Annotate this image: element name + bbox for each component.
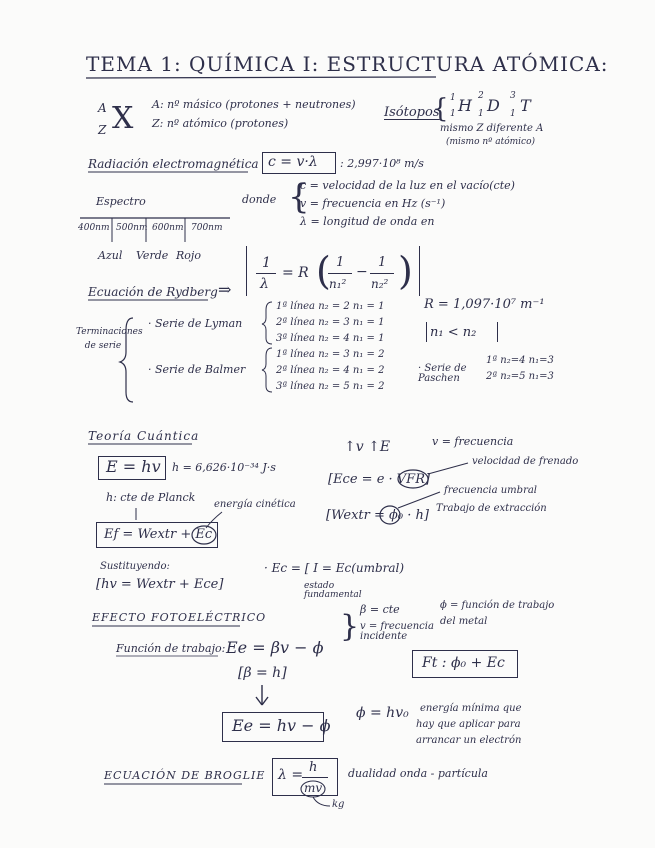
rydberg-lhs-bar <box>256 273 276 274</box>
rydberg-arrow: ⇒ <box>218 280 232 299</box>
broglie-bar <box>302 777 328 778</box>
lyman-line-2: 2ª línea n₂ = 3 n₁ = 1 <box>276 317 385 328</box>
def-v: v = frecuencia en Hz (s⁻¹) <box>300 197 446 210</box>
broglie-desc: dualidad onda - partícula <box>348 767 488 780</box>
lyman-line-3: 3ª línea n₂ = 4 n₁ = 1 <box>276 333 385 344</box>
espectro-tick-400: 400nm <box>78 223 110 233</box>
notation-a-desc: A: nº másico (protones + neutrones) <box>152 98 356 111</box>
rydberg-eq: = R <box>282 265 309 281</box>
phi-hv-desc-1: energía mínima que <box>420 703 522 714</box>
espectro-label: Espectro <box>96 195 146 208</box>
rydberg-r-value: R = 1,097·10⁷ m⁻¹ <box>424 297 545 312</box>
rydberg-f2-num: 1 <box>378 255 387 270</box>
serie-balmer: · Serie de Balmer <box>148 363 246 376</box>
rydberg-label: Ecuación de Rydberg <box>88 285 218 299</box>
rydberg-minus: − <box>356 264 368 280</box>
rydberg-f1-bar <box>328 273 352 274</box>
isotopo-d-z: 1 <box>478 109 484 119</box>
isotopo-t-mass: 3 <box>510 91 516 101</box>
energia-cinetica: energía cinética <box>214 499 296 510</box>
isotopo-d-mass: 2 <box>478 91 484 101</box>
radiacion-label: Radiación electromagnética <box>88 157 259 171</box>
estado-fundamental: estado fundamental <box>304 581 362 600</box>
paschen-line-1: 1ª n₂=4 n₁=3 <box>486 355 554 366</box>
hv-eq: [hv = Wextr + Ece] <box>96 577 224 592</box>
broglie-kg: kg <box>332 799 345 810</box>
rydberg-f1-den: n₁² <box>329 277 347 291</box>
notation-x: X <box>112 101 134 136</box>
isotopo-t-z: 1 <box>510 109 516 119</box>
cuantica-label: Teoría Cuántica <box>88 429 200 443</box>
series-label: Terminaciones de serie <box>76 327 143 351</box>
isotopos-brace: { <box>432 94 449 124</box>
rydberg-paren-close: ) <box>398 249 413 293</box>
donde-brace: { <box>288 177 310 217</box>
notation-z-desc: Z: nº atómico (protones) <box>152 117 289 130</box>
rydberg-paren-open: ( <box>316 249 331 293</box>
paschen-line-2: 2ª n₂=5 n₁=3 <box>486 371 554 382</box>
donde-label: donde <box>242 193 277 206</box>
phi-hv-desc-3: arrancar un electrón <box>416 735 522 746</box>
def-c: c = velocidad de la luz en el vacío(cte) <box>300 179 515 192</box>
v-freq: v = frecuencia <box>432 435 514 448</box>
serie-paschen: · Serie de Paschen <box>418 363 467 384</box>
isotopos-note-2: (mismo nº atómico) <box>446 137 536 147</box>
isotopo-h-z: 1 <box>450 109 456 119</box>
def-lambda: λ = longitud de onda en <box>300 215 435 228</box>
espectro-rojo: Rojo <box>176 249 201 262</box>
beta-cte: β = cte <box>360 603 400 616</box>
espectro-tick-700: 700nm <box>191 223 223 233</box>
fotoelectrico-brace: } <box>340 609 360 644</box>
espectro-tick-600: 600nm <box>152 223 184 233</box>
rydberg-condition-box <box>426 322 498 342</box>
ece-formula: [Ece = e · VFR] <box>328 472 431 487</box>
espectro-azul: Azul <box>98 249 123 262</box>
isotopo-h: H <box>458 96 472 115</box>
rydberg-f2-den: n₂² <box>371 277 389 291</box>
rydberg-lhs-num: 1 <box>262 255 271 271</box>
balmer-line-1: 1ª línea n₂ = 3 n₁ = 2 <box>276 349 385 360</box>
v-incidente: v = frecuencia incidente <box>360 621 434 642</box>
fotoelectrico-label: EFECTO FOTOELÉCTRICO <box>92 611 267 624</box>
balmer-line-2: 2ª línea n₂ = 4 n₁ = 2 <box>276 365 385 376</box>
notation-a: A <box>98 101 107 115</box>
broglie-den: mv <box>304 781 323 795</box>
fotoelectrico-eq1: Ee = βv − ϕ <box>226 638 324 657</box>
rydberg-condition: n₁ < n₂ <box>430 325 477 340</box>
isotopo-t: T <box>520 96 531 115</box>
isotopos-label: Isótopos <box>384 105 440 120</box>
balmer-line-3: 3ª línea n₂ = 5 n₁ = 2 <box>276 381 385 392</box>
fotoelectrico-eq2: Ee = hv − ϕ <box>232 716 331 735</box>
phi-hv: ϕ = hv₀ <box>356 705 409 721</box>
espectro-verde: Verde <box>136 249 169 262</box>
notation-z: Z <box>98 123 107 137</box>
espectro-tick-500: 500nm <box>116 223 148 233</box>
ef-formula: Ef = Wextr + Ec <box>104 527 213 542</box>
radiacion-formula: c = v·λ <box>268 154 318 170</box>
rydberg-lhs-den: λ <box>260 276 269 292</box>
v-frenado: velocidad de frenado <box>472 456 579 467</box>
isotopo-d: D <box>487 96 500 115</box>
h-value: h = 6,626·10⁻³⁴ J·s <box>172 461 276 474</box>
rydberg-f2-bar <box>370 273 394 274</box>
beta-h: [β = h] <box>238 665 287 681</box>
h-desc: h: cte de Planck <box>106 491 196 504</box>
broglie-num: h <box>309 760 318 775</box>
ec-umbral: · Ec = [ I = Ec(umbral) <box>264 561 405 575</box>
wextr-formula: [Wextr = ϕ₀ · h] <box>326 508 429 523</box>
rydberg-f1-num: 1 <box>336 255 345 270</box>
isotopo-h-mass: 1 <box>450 93 456 103</box>
broglie-label: ECUACIÓN DE BROGLIE <box>104 769 266 782</box>
phi-desc: ϕ = función de trabajo del metal <box>440 600 555 627</box>
ft-formula: Ft : ϕ₀ + Ec <box>422 655 505 671</box>
funcion-trabajo: Función de trabajo: <box>116 642 226 655</box>
lyman-line-1: 1ª línea n₂ = 2 n₁ = 1 <box>276 301 385 312</box>
trabajo-extraccion: Trabajo de extracción <box>436 503 547 514</box>
radiacion-value: : 2,997·10⁸ m/s <box>340 157 424 170</box>
e-hv: E = hv <box>106 457 161 476</box>
page-title: TEMA 1: QUÍMICA I: ESTRUCTURA ATÓMICA: <box>86 52 609 76</box>
cuantica-arrows: ↑v ↑E <box>344 439 391 455</box>
sustituyendo: Sustituyendo: <box>100 561 170 572</box>
serie-lyman: · Serie de Lyman <box>148 317 243 330</box>
phi-hv-desc-2: hay que aplicar para <box>416 719 521 730</box>
isotopos-note: mismo Z diferente A <box>440 123 544 134</box>
broglie-lambda: λ = <box>278 767 304 783</box>
f-umbral: frecuencia umbral <box>444 485 538 496</box>
